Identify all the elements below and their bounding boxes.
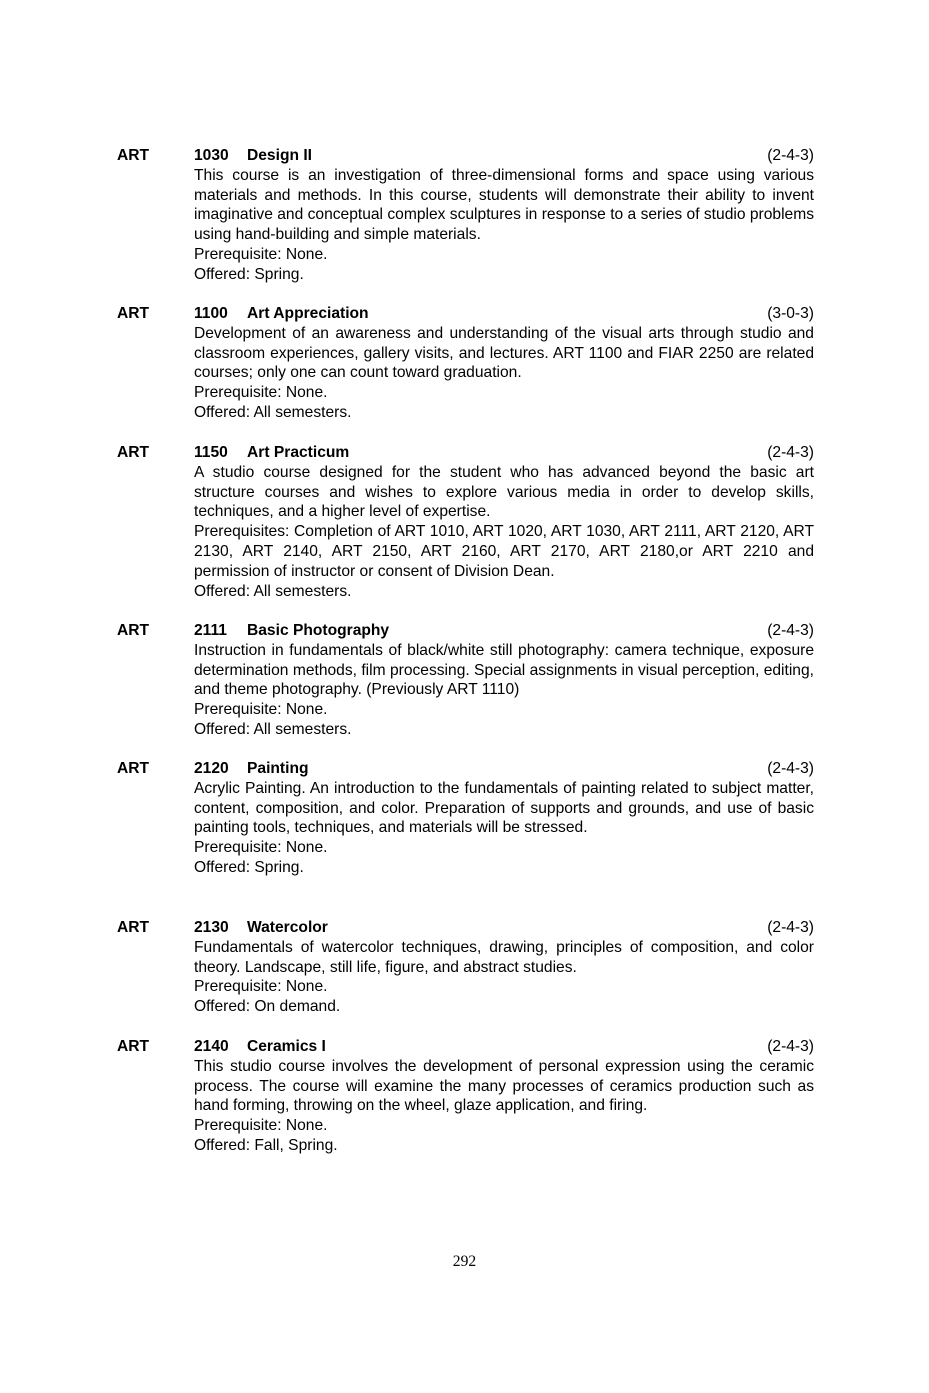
course-prefix: ART <box>117 147 150 164</box>
course-hours: (2-4-3) <box>767 919 814 936</box>
course-description: Acrylic Painting. An introduction to the fundamentals of painting related to subject matter, content, composition, and color. Preparation of supports and grounds, and use of basic painting tools, techniques, and materials will be stressed. <box>194 779 814 837</box>
course-hours: (3-0-3) <box>767 305 814 322</box>
course-prefix: ART <box>117 760 150 777</box>
course-description: This course is an investigation of three-dimensional forms and space using various materials and methods. In this course, students will demonstrate their ability to invent imaginative and conceptual complex sculptures in response to a series of studio problems using hand-building and simple materials. <box>194 166 814 244</box>
course-title-line <box>194 146 312 166</box>
course-hours: (2-4-3) <box>767 1038 814 1055</box>
course-number: 2130 <box>194 919 229 936</box>
course-prefix: ART <box>117 444 150 461</box>
course-prefix: ART <box>117 919 150 936</box>
course-title: Art Appreciation <box>247 305 369 322</box>
course-offered: Offered: Spring. <box>194 265 304 283</box>
course-title: Design II <box>247 147 312 164</box>
course-entry <box>117 146 814 285</box>
course-prerequisite: Prerequisite: None. <box>194 245 328 263</box>
course-description: Fundamentals of watercolor techniques, drawing, principles of composition, and color theory. Landscape, still life, figure, and abstract studies. <box>194 938 814 976</box>
course-description: Instruction in fundamentals of black/white still photography: camera technique, exposure determination methods, film processing. Special assignments in visual perception, editing, and theme photography. (Previously ART 1110) <box>194 641 814 699</box>
course-description: Development of an awareness and understanding of the visual arts through studio and classroom experiences, gallery visits, and lectures. ART 1100 and FIAR 2250 are related courses; only one can count toward graduation. <box>194 324 814 382</box>
course-entry <box>117 443 814 601</box>
course-offered: Offered: On demand. <box>194 998 341 1016</box>
course-prerequisite: Prerequisite: None. <box>194 384 328 402</box>
course-offered: Offered: Spring. <box>194 858 304 876</box>
course-hours: (2-4-3) <box>767 444 814 461</box>
course-title: Basic Photography <box>247 622 390 639</box>
course-prerequisite: Prerequisite: None. <box>194 978 328 996</box>
course-title: Painting <box>247 760 309 777</box>
course-description: This studio course involves the development of personal expression using the ceramic process. The course will examine the many processes of ceramics production such as hand forming, throwing on the wheel, glaze application, and firing. <box>194 1057 814 1115</box>
course-title: Art Practicum <box>247 444 350 461</box>
course-hours: (2-4-3) <box>767 147 814 164</box>
course-number: 1150 <box>194 444 228 461</box>
course-title-line <box>194 443 349 463</box>
course-title-line <box>194 918 328 938</box>
course-title-line <box>194 304 369 324</box>
course-number: 1030 <box>194 147 229 164</box>
course-title: Ceramics I <box>247 1038 326 1055</box>
course-offered: Offered: All semesters. <box>194 720 352 738</box>
course-hours: (2-4-3) <box>767 760 814 777</box>
course-title: Watercolor <box>247 919 328 936</box>
course-prerequisite: Prerequisite: None. <box>194 839 328 857</box>
course-number: 2140 <box>194 1038 229 1055</box>
course-title-line <box>194 621 389 641</box>
course-prerequisite: Prerequisite: None. <box>194 701 328 719</box>
course-number: 2111 <box>194 622 227 639</box>
course-prefix: ART <box>117 622 150 639</box>
course-entry <box>117 1037 814 1156</box>
course-title-line <box>194 759 309 779</box>
course-prefix: ART <box>117 305 150 322</box>
course-prefix: ART <box>117 1038 150 1055</box>
course-number: 1100 <box>194 305 228 322</box>
course-prerequisite: Prerequisites: Completion of ART 1010, ART 1020, ART 1030, ART 2111, ART 2120, ART 2130, ART 2140, ART 2150, ART 2160, ART 2170, ART 2180,or ART 2210 and permission of instructor or consent of Division Dean. <box>194 523 814 580</box>
course-entry <box>117 759 814 878</box>
course-number: 2120 <box>194 760 229 777</box>
course-entry <box>117 621 814 740</box>
course-offered: Offered: Fall, Spring. <box>194 1136 338 1154</box>
course-hours: (2-4-3) <box>767 622 814 639</box>
course-entry <box>117 304 814 423</box>
course-offered: Offered: All semesters. <box>194 582 352 600</box>
course-prerequisite: Prerequisite: None. <box>194 1117 328 1135</box>
course-entry <box>117 918 814 1017</box>
course-title-line <box>194 1037 326 1057</box>
page-number: 292 <box>452 1253 477 1270</box>
course-offered: Offered: All semesters. <box>194 403 352 421</box>
course-description: A studio course designed for the student who has advanced beyond the basic art structure courses and wishes to explore various media in order to develop skills, techniques, and a higher level of expertise. <box>194 463 814 521</box>
